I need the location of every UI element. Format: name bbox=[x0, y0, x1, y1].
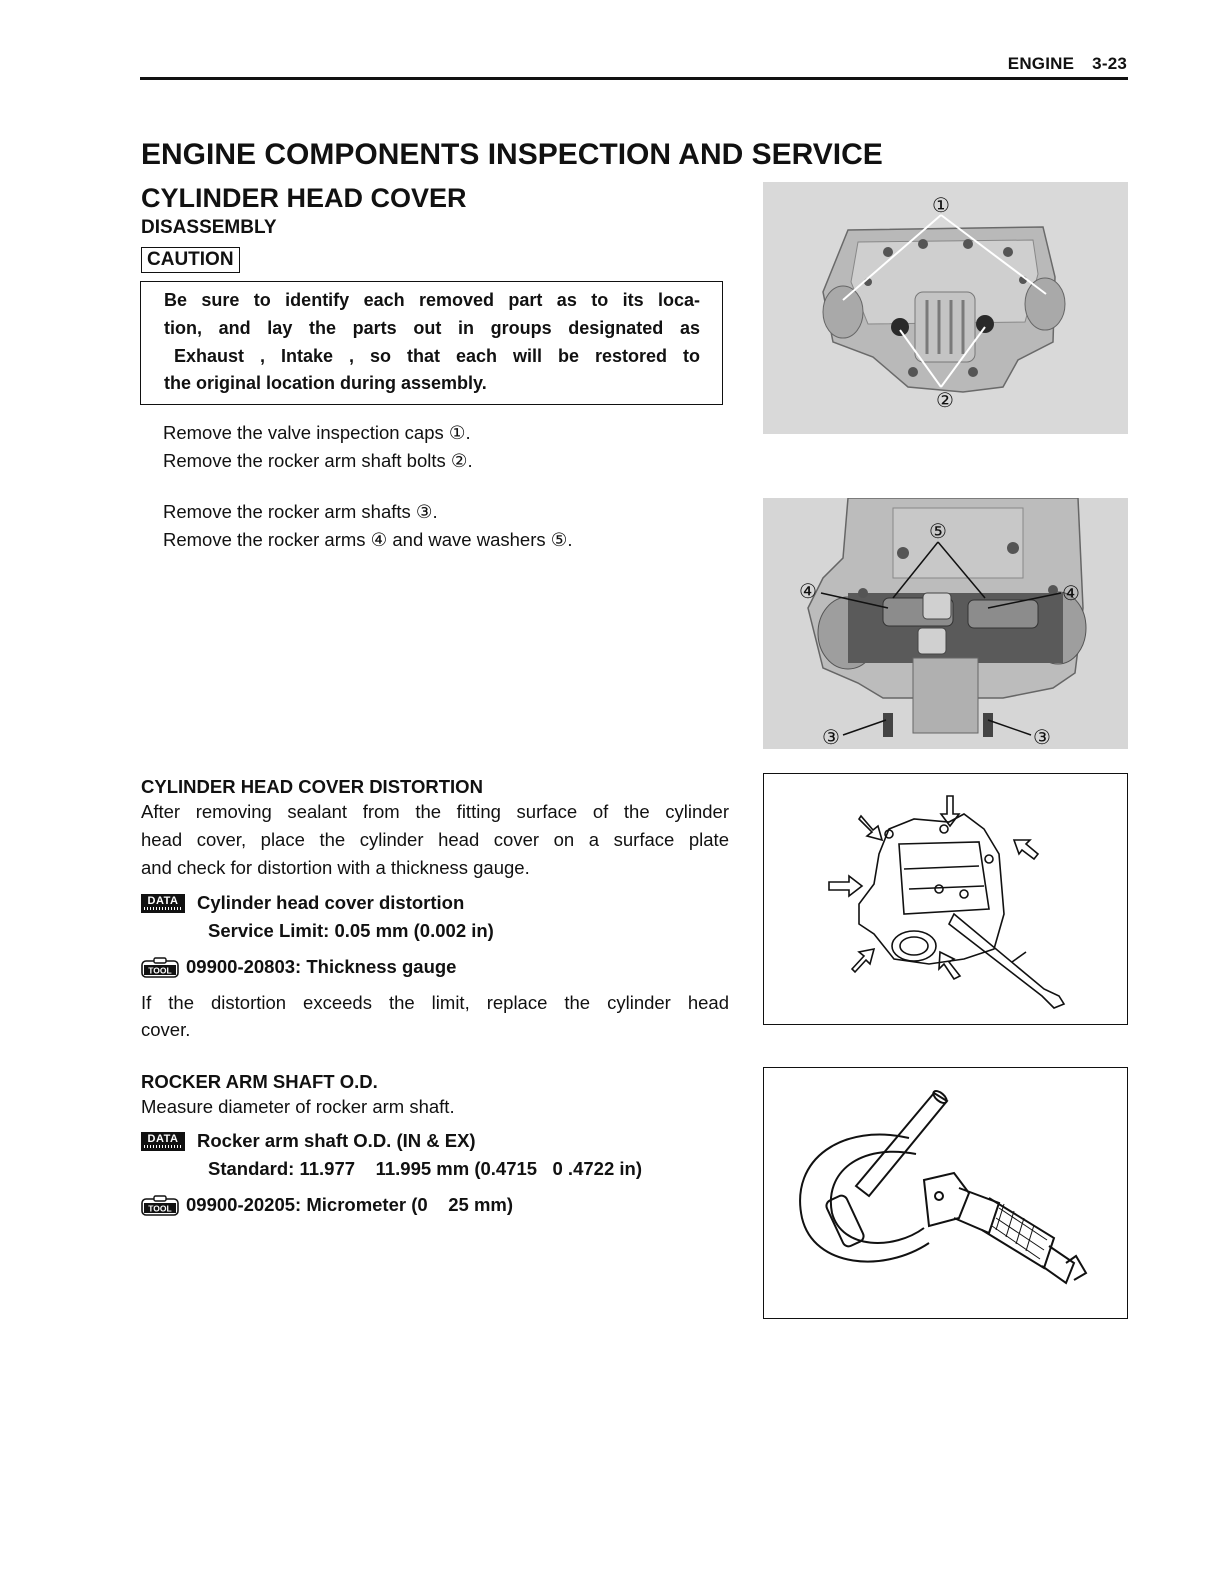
header-rule bbox=[140, 77, 1128, 80]
figure-head-cover-photo bbox=[763, 182, 1128, 434]
section-title: CYLINDER HEAD COVER bbox=[141, 183, 467, 213]
figure-rocker-arms-photo bbox=[763, 498, 1128, 749]
callout-4-right: ④ bbox=[1062, 583, 1080, 605]
spec-value: Service Limit: 0.05 mm (0.002 in) bbox=[208, 920, 494, 941]
rocker-shaft-text: Measure diameter of rocker arm shaft. bbox=[141, 1096, 455, 1117]
caution-line: tion, and lay the parts out in groups designated as bbox=[164, 318, 700, 338]
step-text: Remove the rocker arm shaft bolts ②. bbox=[163, 450, 473, 471]
distortion-text: After removing sealant from the fitting surface of the cylinder bbox=[141, 801, 729, 822]
spec-value: Standard: 11.977 11.995 mm (0.4715 0 .4722 in) bbox=[208, 1158, 642, 1179]
svg-text:TOOL: TOOL bbox=[148, 1203, 172, 1214]
tool-icon bbox=[141, 1195, 179, 1216]
callout-3-left: ③ bbox=[822, 727, 840, 749]
distortion-after-text: cover. bbox=[141, 1019, 191, 1040]
callout-4-left: ④ bbox=[799, 581, 817, 603]
distortion-after-text: If the distortion exceeds the limit, replace the cylinder head bbox=[141, 992, 729, 1013]
page-title: ENGINE COMPONENTS INSPECTION AND SERVICE bbox=[141, 138, 883, 171]
data-icon: DATA bbox=[141, 894, 185, 913]
distortion-text: and check for distortion with a thickness gauge. bbox=[141, 857, 530, 878]
tool-text: 09900-20803: Thickness gauge bbox=[186, 956, 457, 977]
step-text: Remove the rocker arms ④ and wave washers ⑤. bbox=[163, 529, 573, 550]
callout-2: ② bbox=[936, 390, 954, 412]
disassembly-heading: DISASSEMBLY bbox=[141, 217, 277, 238]
caution-line: Exhaust , Intake , so that each will be restored to bbox=[174, 346, 700, 366]
figure-distortion-drawing bbox=[763, 773, 1128, 1025]
distortion-heading: CYLINDER HEAD COVER DISTORTION bbox=[141, 776, 483, 797]
spec-name: Cylinder head cover distortion bbox=[197, 892, 465, 913]
tool-text: 09900-20205: Micrometer (0 25 mm) bbox=[186, 1194, 514, 1215]
figure-micrometer-drawing bbox=[763, 1067, 1128, 1319]
distortion-text: head cover, place the cylinder head cover on a surface plate bbox=[141, 829, 729, 850]
rocker-shaft-heading: ROCKER ARM SHAFT O.D. bbox=[141, 1071, 378, 1092]
callout-1: ① bbox=[932, 195, 950, 217]
step-text: Remove the rocker arm shafts ③. bbox=[163, 501, 438, 522]
step-text: Remove the valve inspection caps ①. bbox=[163, 422, 471, 443]
header-section: ENGINE bbox=[1007, 54, 1075, 73]
tool-icon bbox=[141, 957, 179, 978]
spec-name: Rocker arm shaft O.D. (IN & EX) bbox=[197, 1130, 476, 1151]
data-icon: DATA bbox=[141, 1132, 185, 1151]
callout-5: ⑤ bbox=[929, 521, 947, 543]
caution-label: CAUTION bbox=[141, 247, 240, 273]
page-number: 3-23 bbox=[1092, 54, 1127, 73]
caution-line: Be sure to identify each removed part as to its loca- bbox=[164, 290, 700, 310]
callout-3-right: ③ bbox=[1033, 727, 1051, 749]
running-header bbox=[990, 54, 1127, 74]
svg-text:TOOL: TOOL bbox=[148, 965, 172, 976]
caution-line: the original location during assembly. bbox=[164, 373, 487, 393]
